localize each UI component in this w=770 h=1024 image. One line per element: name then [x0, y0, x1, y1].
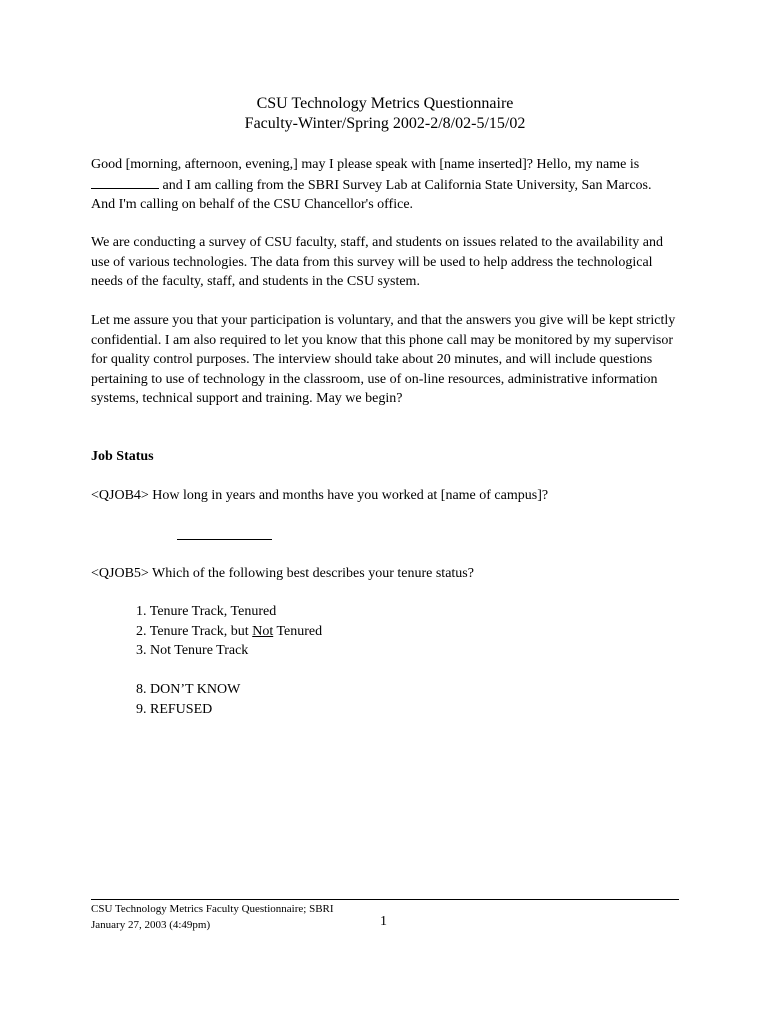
paragraph-line [91, 175, 691, 196]
option-emphasis: Not [252, 623, 274, 639]
answer-blank-line [177, 539, 272, 540]
option-not-tenured [136, 622, 322, 642]
document-subtitle: Faculty-Winter/Spring 2002-2/8/02-5/15/02 [244, 115, 526, 132]
question-qjob4: <QJOB4> How long in years and months have you worked at [name of campus]? [91, 488, 549, 503]
section-heading-job-status: Job Status [91, 449, 154, 464]
footer-divider [91, 899, 679, 900]
footer-document-name: CSU Technology Metrics Faculty Questionnaire; SBRI [91, 903, 334, 915]
paragraph-line: systems, technical support and training. May we begin? [91, 391, 403, 407]
paragraph-line: pertaining to use of technology in the classroom, use of on-line resources, administrative information [91, 371, 658, 387]
option-text: 2. Tenure Track, but [136, 623, 253, 639]
paragraph-line: confidential. I am also required to let you know that this phone call may be monitored by my supervisor [91, 332, 674, 348]
document-title: CSU Technology Metrics Questionnaire [256, 95, 514, 112]
paragraph-line: And I'm calling on behalf of the CSU Chancellor's office. [91, 197, 414, 213]
option-refused: 9. REFUSED [136, 701, 213, 717]
paragraph-line: use of various technologies. The data from this survey will be used to help address the technological [91, 254, 653, 270]
question-qjob5: <QJOB5> Which of the following best describes your tenure status? [91, 566, 474, 581]
intro-paragraph-greeting [91, 155, 691, 215]
option-not-tenure-track: 3. Not Tenure Track [136, 643, 249, 659]
answer-options-group-special [136, 680, 240, 719]
paragraph-line: We are conducting a survey of CSU faculty, staff, and students on issues related to the availability and [91, 235, 663, 250]
paragraph-line: Good [morning, afternoon, evening,] may I please speak with [name inserted]? Hello, my name is [91, 157, 640, 172]
intro-paragraph-consent [91, 311, 691, 409]
intro-paragraph-purpose [91, 233, 691, 292]
option-dont-know: 8. DON’T KNOW [136, 682, 241, 697]
page-number: 1 [380, 914, 387, 929]
name-blank [91, 175, 159, 189]
footer-date: January 27, 2003 (4:49pm) [91, 919, 211, 931]
option-text: Tenured [273, 623, 323, 639]
paragraph-line: for quality control purposes. The interview should take about 20 minutes, and will include questions [91, 352, 653, 368]
paragraph-line: Let me assure you that your participation is voluntary, and that the answers you give will be kept strictly [91, 313, 676, 328]
option-tenured: 1. Tenure Track, Tenured [136, 604, 277, 619]
paragraph-line-text: and I am calling from the SBRI Survey Lab at California State University, San Marcos. [159, 177, 652, 193]
answer-options-group [136, 602, 322, 661]
paragraph-line: needs of the faculty, staff, and students in the CSU system. [91, 274, 420, 290]
